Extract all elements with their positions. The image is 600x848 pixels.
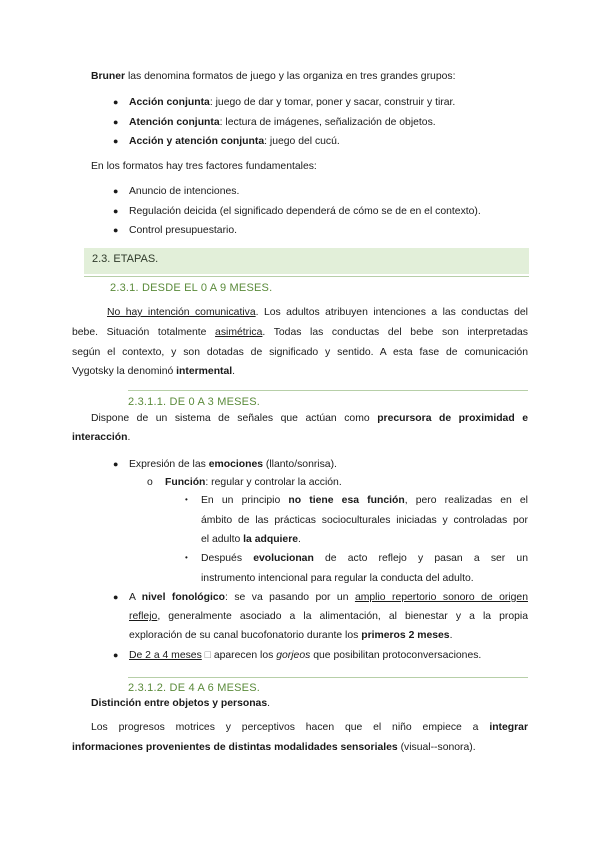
- section-title: 2.3. ETAPAS.: [92, 253, 159, 265]
- bullet-icon: ●: [113, 97, 119, 107]
- group-item: Acción y atención conjunta: juego del cucú.: [129, 136, 340, 147]
- bullet-icon: ●: [113, 186, 119, 196]
- para-line: informaciones provenientes de distintas modalidades sensoriales (visual--sonora).: [72, 742, 476, 753]
- subheading-2-3-1-1: 2.3.1.1. DE 0 A 3 MESES.: [128, 396, 260, 408]
- list-item: exploración de su canal bucofonatorio durante los primeros 2 meses.: [129, 630, 453, 641]
- list-item: Expresión de las emociones (llanto/sonrisa).: [129, 459, 337, 470]
- factors-intro: En los formatos hay tres factores fundamentales:: [91, 161, 317, 172]
- para-line: No hay intención comunicativa. Los adultos atribuyen intenciones a las conductas del: [107, 307, 528, 318]
- bullet-icon: ●: [113, 136, 119, 146]
- para-line: bebe. Situación totalmente asimétrica. Todas las conductas del bebe son interpretadas: [72, 327, 528, 338]
- list-item: Después evolucionan de acto reflejo y pasan a ser un: [201, 553, 528, 564]
- dot-bullet-icon: •: [185, 495, 188, 504]
- bullet-icon: ●: [113, 225, 119, 235]
- para-line: Distinción entre objetos y personas.: [91, 698, 270, 709]
- factor-item: Control presupuestario.: [129, 225, 238, 236]
- subheading-2-3-1-2: 2.3.1.2. DE 4 A 6 MESES.: [128, 682, 260, 694]
- section-heading: [84, 248, 529, 274]
- para-line: Los progresos motrices y perceptivos hacen que el niño empiece a integrar: [91, 722, 528, 733]
- subheading-2-3-1: 2.3.1. DESDE EL 0 A 9 MESES.: [110, 282, 273, 294]
- group-item: Acción conjunta: juego de dar y tomar, poner y sacar, construir y tirar.: [129, 97, 456, 108]
- divider: [84, 276, 529, 277]
- list-item: En un principio no tiene esa función, pero realizadas en el: [201, 495, 528, 506]
- circle-bullet-icon: o: [147, 477, 153, 488]
- bruner-line: Bruner las denomina formatos de juego y las organiza en tres grandes grupos:: [91, 71, 456, 82]
- dot-bullet-icon: •: [185, 553, 188, 562]
- list-item: ámbito de las prácticas socioculturales iniciadas y controladas por: [201, 515, 528, 526]
- divider: [128, 677, 528, 678]
- divider: [128, 390, 528, 391]
- factor-item: Anuncio de intenciones.: [129, 186, 240, 197]
- list-item: De 2 a 4 meses □ aparecen los gorjeos que posibilitan protoconversaciones.: [129, 650, 482, 661]
- bullet-icon: ●: [113, 592, 119, 602]
- factor-item: Regulación deicida (el significado dependerá de cómo se de en el contexto).: [129, 206, 481, 217]
- bullet-icon: ●: [113, 117, 119, 127]
- bullet-icon: ●: [113, 206, 119, 216]
- para-line: interacción.: [72, 432, 131, 443]
- group-item: Atención conjunta: lectura de imágenes, señalización de objetos.: [129, 117, 436, 128]
- list-item: instrumento intencional para regular la conducta del adulto.: [201, 573, 474, 584]
- para-line: según el contexto, y son dotadas de significado y sentido. A esta fase de comunicación: [72, 347, 528, 358]
- bullet-icon: ●: [113, 459, 119, 469]
- para-line: Vygotsky la denominó intermental.: [72, 366, 236, 377]
- list-item: reflejo, generalmente asociado a la alimentación, al bienestar y a la propia: [129, 611, 528, 622]
- list-item: A nivel fonológico: se va pasando por un amplio repertorio sonoro de origen: [129, 592, 528, 603]
- list-item: Función: regular y controlar la acción.: [165, 477, 342, 488]
- list-item: el adulto la adquiere.: [201, 534, 301, 545]
- para-line: Dispone de un sistema de señales que actúan como precursora de proximidad e: [91, 413, 528, 424]
- bullet-icon: ●: [113, 650, 119, 660]
